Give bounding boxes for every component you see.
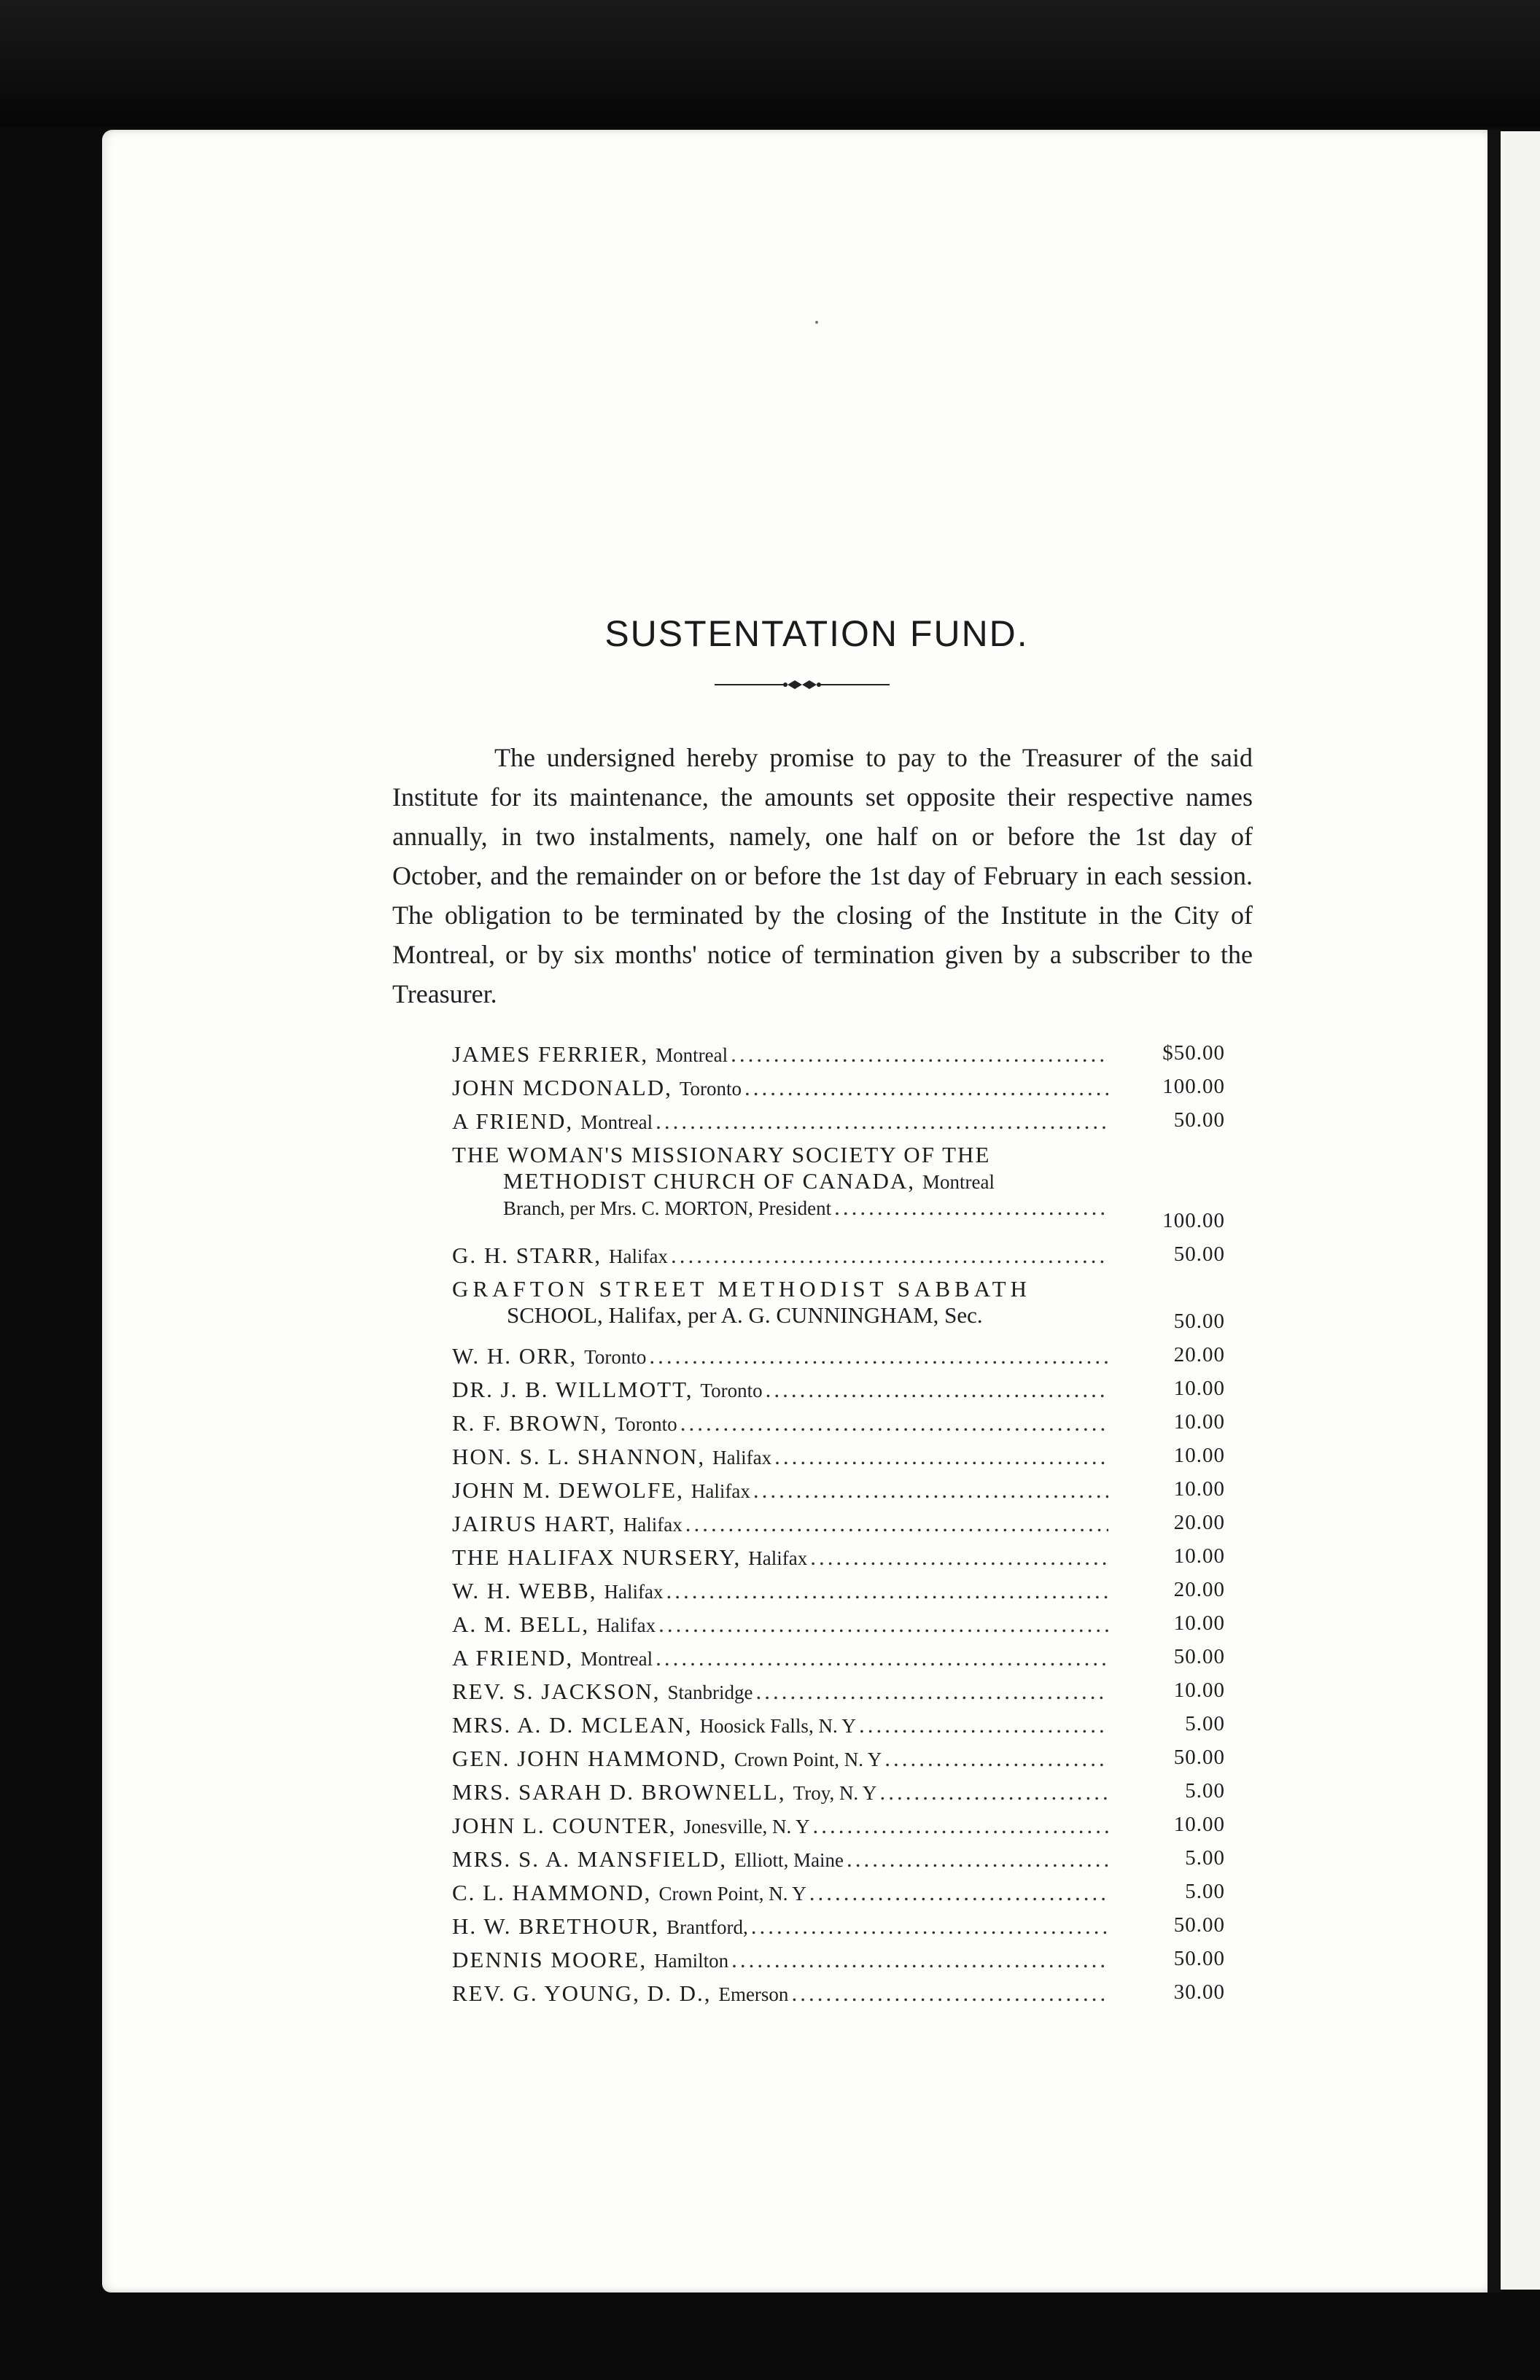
subscriber-place: Elliott, Maine xyxy=(734,1849,844,1871)
subscription-amount: 50.00 xyxy=(1173,1645,1225,1668)
subscriber-name: MRS. S. A. MANSFIELD, xyxy=(452,1846,728,1872)
subscriber-place: Toronto xyxy=(615,1413,677,1435)
subscription-amount: 50.00 xyxy=(1173,1947,1225,1970)
subscriber-entry xyxy=(452,1410,1225,1444)
leader-dots xyxy=(774,1444,1108,1470)
subscription-amount: 50.00 xyxy=(1173,1746,1225,1769)
subscriber-place: Toronto xyxy=(584,1346,647,1368)
subscription-amount: 50.00 xyxy=(1173,1913,1225,1937)
subscriber-entry xyxy=(452,1578,1225,1611)
subscription-amount: 50.00 xyxy=(1173,1108,1225,1132)
subscriber-name: JOHN M. DEWOLFE, xyxy=(452,1477,684,1503)
subscription-amount: 10.00 xyxy=(1173,1611,1225,1635)
subscriber-entry xyxy=(452,1746,1225,1779)
subscription-amount: 10.00 xyxy=(1173,1444,1225,1467)
leader-dots xyxy=(756,1679,1108,1705)
subscription-amount: 30.00 xyxy=(1173,1980,1225,2004)
title-ornament-divider xyxy=(715,675,890,694)
subscription-amount: 5.00 xyxy=(1185,1779,1225,1802)
subscriber-name: G. H. STARR, xyxy=(452,1242,602,1268)
leader-dots xyxy=(766,1377,1108,1403)
subscriber-name: W. H. ORR, xyxy=(452,1343,578,1369)
document-title: SUSTENTATION FUND. xyxy=(604,613,1029,654)
leader-dots xyxy=(879,1779,1108,1805)
subscriber-name: A FRIEND, xyxy=(452,1645,574,1671)
subscriber-entry xyxy=(452,1343,1225,1377)
subscriber-entry xyxy=(452,1679,1225,1712)
subscriber-place: Toronto xyxy=(700,1380,763,1401)
subscriber-entry xyxy=(452,1645,1225,1679)
subscription-amount: 10.00 xyxy=(1173,1377,1225,1400)
subscriber-place: Montreal xyxy=(580,1111,653,1133)
subscriber-name: A. M. BELL, xyxy=(452,1611,590,1637)
subscriber-name: W. H. WEBB, xyxy=(452,1578,597,1603)
paper-speck xyxy=(815,321,818,324)
facing-page-edge xyxy=(1501,131,1540,2290)
subscriber-entry xyxy=(452,1611,1225,1645)
subscriber-name: REV. S. JACKSON, xyxy=(452,1679,661,1704)
leader-dots xyxy=(809,1880,1108,1906)
subscriber-place: Halifax xyxy=(596,1614,656,1636)
subscriber-place: Crown Point, N. Y xyxy=(734,1749,882,1770)
leader-dots xyxy=(649,1343,1108,1369)
page-gutter xyxy=(1488,130,1502,2292)
subscriber-name: HON. S. L. SHANNON, xyxy=(452,1444,706,1469)
subscriber-name-line: GRAFTON STREET METHODIST SABBATH xyxy=(452,1276,1031,1302)
subscriber-name: MRS. SARAH D. BROWNELL, xyxy=(452,1779,786,1805)
leader-dots xyxy=(656,1645,1108,1671)
subscription-amount: 10.00 xyxy=(1173,1544,1225,1568)
subscriber-place: Montreal xyxy=(922,1171,995,1193)
leader-dots xyxy=(834,1194,1108,1221)
subscriber-name: JAMES FERRIER, xyxy=(452,1041,649,1067)
subscription-amount: 5.00 xyxy=(1185,1880,1225,1903)
subscriber-place: Brantford, xyxy=(666,1916,748,1938)
leader-dots xyxy=(791,1980,1108,2007)
subscriber-entry xyxy=(452,1242,1225,1276)
leader-dots xyxy=(751,1913,1108,1940)
leader-dots xyxy=(656,1108,1108,1135)
leader-dots xyxy=(884,1746,1108,1772)
subscriber-entry xyxy=(452,1779,1225,1813)
subscription-amount: 5.00 xyxy=(1185,1712,1225,1735)
leader-dots xyxy=(813,1813,1108,1839)
subscription-amount: 20.00 xyxy=(1173,1578,1225,1601)
subscriber-entry-womans-society xyxy=(452,1142,1225,1242)
subscriber-place: Halifax xyxy=(748,1547,808,1569)
subscription-amount: $50.00 xyxy=(1162,1041,1225,1065)
subscriber-place: Halifax xyxy=(623,1514,682,1536)
subscriber-entry xyxy=(452,1041,1225,1075)
subscriber-name: JAIRUS HART, xyxy=(452,1511,616,1536)
leader-dots xyxy=(810,1544,1108,1571)
subscriber-name: DENNIS MOORE, xyxy=(452,1947,648,1972)
subscriber-name: A FRIEND, xyxy=(452,1108,574,1134)
subscriber-place: Troy, N. Y xyxy=(793,1782,877,1804)
subscriber-entry xyxy=(452,1511,1225,1544)
leader-dots xyxy=(658,1611,1108,1638)
leader-dots xyxy=(744,1075,1108,1101)
leader-dots xyxy=(731,1041,1108,1068)
subscriber-place: Halifax xyxy=(604,1581,664,1603)
subscriber-name: JOHN MCDONALD, xyxy=(452,1075,672,1100)
leader-dots xyxy=(685,1511,1108,1537)
subscriber-name-line: METHODIST CHURCH OF CANADA, xyxy=(503,1168,915,1194)
subscription-amount: 100.00 xyxy=(1162,1075,1225,1098)
leader-dots xyxy=(666,1578,1108,1604)
subscriber-list xyxy=(452,1041,1225,2014)
subscriber-entry xyxy=(452,1846,1225,1880)
subscriber-name: H. W. BRETHOUR, xyxy=(452,1913,660,1939)
subscriber-entry xyxy=(452,1947,1225,1980)
subscriber-entry xyxy=(452,1075,1225,1108)
subscriber-entry xyxy=(452,1880,1225,1913)
subscriber-entry xyxy=(452,1544,1225,1578)
leader-dots xyxy=(680,1410,1108,1436)
subscription-amount: 50.00 xyxy=(1173,1242,1225,1266)
leader-dots xyxy=(847,1846,1108,1872)
leader-dots xyxy=(671,1242,1108,1269)
subscriber-place: Halifax xyxy=(608,1245,668,1267)
subscriber-name-line: THE WOMAN'S MISSIONARY SOCIETY OF THE xyxy=(452,1142,991,1167)
subscriber-entry xyxy=(452,1477,1225,1511)
subscriber-entry xyxy=(452,1980,1225,2014)
subscription-amount: 10.00 xyxy=(1173,1410,1225,1434)
subscriber-entry xyxy=(452,1377,1225,1410)
subscriber-place: Emerson xyxy=(718,1983,789,2005)
subscription-amount: 50.00 xyxy=(1173,1310,1225,1333)
subscriber-entry xyxy=(452,1712,1225,1746)
subscriber-place: Stanbridge xyxy=(667,1681,753,1703)
subscriber-place: Hoosick Falls, N. Y xyxy=(699,1715,856,1737)
subscriber-entry xyxy=(452,1913,1225,1947)
subscriber-place: Halifax xyxy=(691,1480,750,1502)
preamble-paragraph: The undersigned hereby promise to pay to the Treasurer of the said Institute for its maintenance, the amounts set opposite their respective names annually, in two instalments, namely, one half on or before the 1st day of October, and the remainder on or before the 1st day of February in each session. The obligation to be terminated by the closing of the Institute in the City of Montreal, or by six months' notice of termination given by a subscriber to the Treasurer. xyxy=(392,743,1253,1008)
subscriber-place: Montreal xyxy=(656,1044,728,1066)
subscriber-branch-detail: Branch, per Mrs. C. MORTON, President xyxy=(503,1197,832,1219)
subscriber-place: Montreal xyxy=(580,1648,653,1670)
subscriber-entry-grafton-street xyxy=(452,1276,1225,1343)
subscriber-entry xyxy=(452,1444,1225,1477)
subscriber-name: R. F. BROWN, xyxy=(452,1410,608,1436)
leader-dots xyxy=(859,1712,1108,1738)
subscription-amount: 100.00 xyxy=(1162,1209,1225,1232)
subscriber-name: THE HALIFAX NURSERY, xyxy=(452,1544,742,1570)
subscriber-place: Crown Point, N. Y xyxy=(658,1883,806,1905)
subscriber-name: JOHN L. COUNTER, xyxy=(452,1813,677,1838)
subscription-amount: 20.00 xyxy=(1173,1343,1225,1366)
subscription-amount: 10.00 xyxy=(1173,1477,1225,1501)
leader-dots xyxy=(731,1947,1108,1973)
subscriber-place: Jonesville, N. Y xyxy=(683,1816,810,1838)
subscription-amount: 10.00 xyxy=(1173,1679,1225,1702)
subscriber-place: Halifax xyxy=(712,1447,772,1469)
subscription-amount: 10.00 xyxy=(1173,1813,1225,1836)
subscriber-place: Hamilton xyxy=(654,1950,729,1972)
subscriber-place: Toronto xyxy=(679,1078,742,1100)
subscriber-name: MRS. A. D. MCLEAN, xyxy=(452,1712,693,1738)
subscriber-name-line: SCHOOL, Halifax, per A. G. CUNNINGHAM, Sec. xyxy=(507,1302,983,1328)
subscriber-name: DR. J. B. WILLMOTT, xyxy=(452,1377,693,1402)
subscriber-name: GEN. JOHN HAMMOND, xyxy=(452,1746,727,1771)
subscription-amount: 20.00 xyxy=(1173,1511,1225,1534)
subscriber-name: REV. G. YOUNG, D. D., xyxy=(452,1980,712,2006)
subscription-amount: 5.00 xyxy=(1185,1846,1225,1870)
subscriber-entry xyxy=(452,1108,1225,1142)
scan-background-top xyxy=(0,0,1540,128)
subscriber-name: C. L. HAMMOND, xyxy=(452,1880,652,1905)
leader-dots xyxy=(753,1477,1108,1504)
subscriber-entry xyxy=(452,1813,1225,1846)
